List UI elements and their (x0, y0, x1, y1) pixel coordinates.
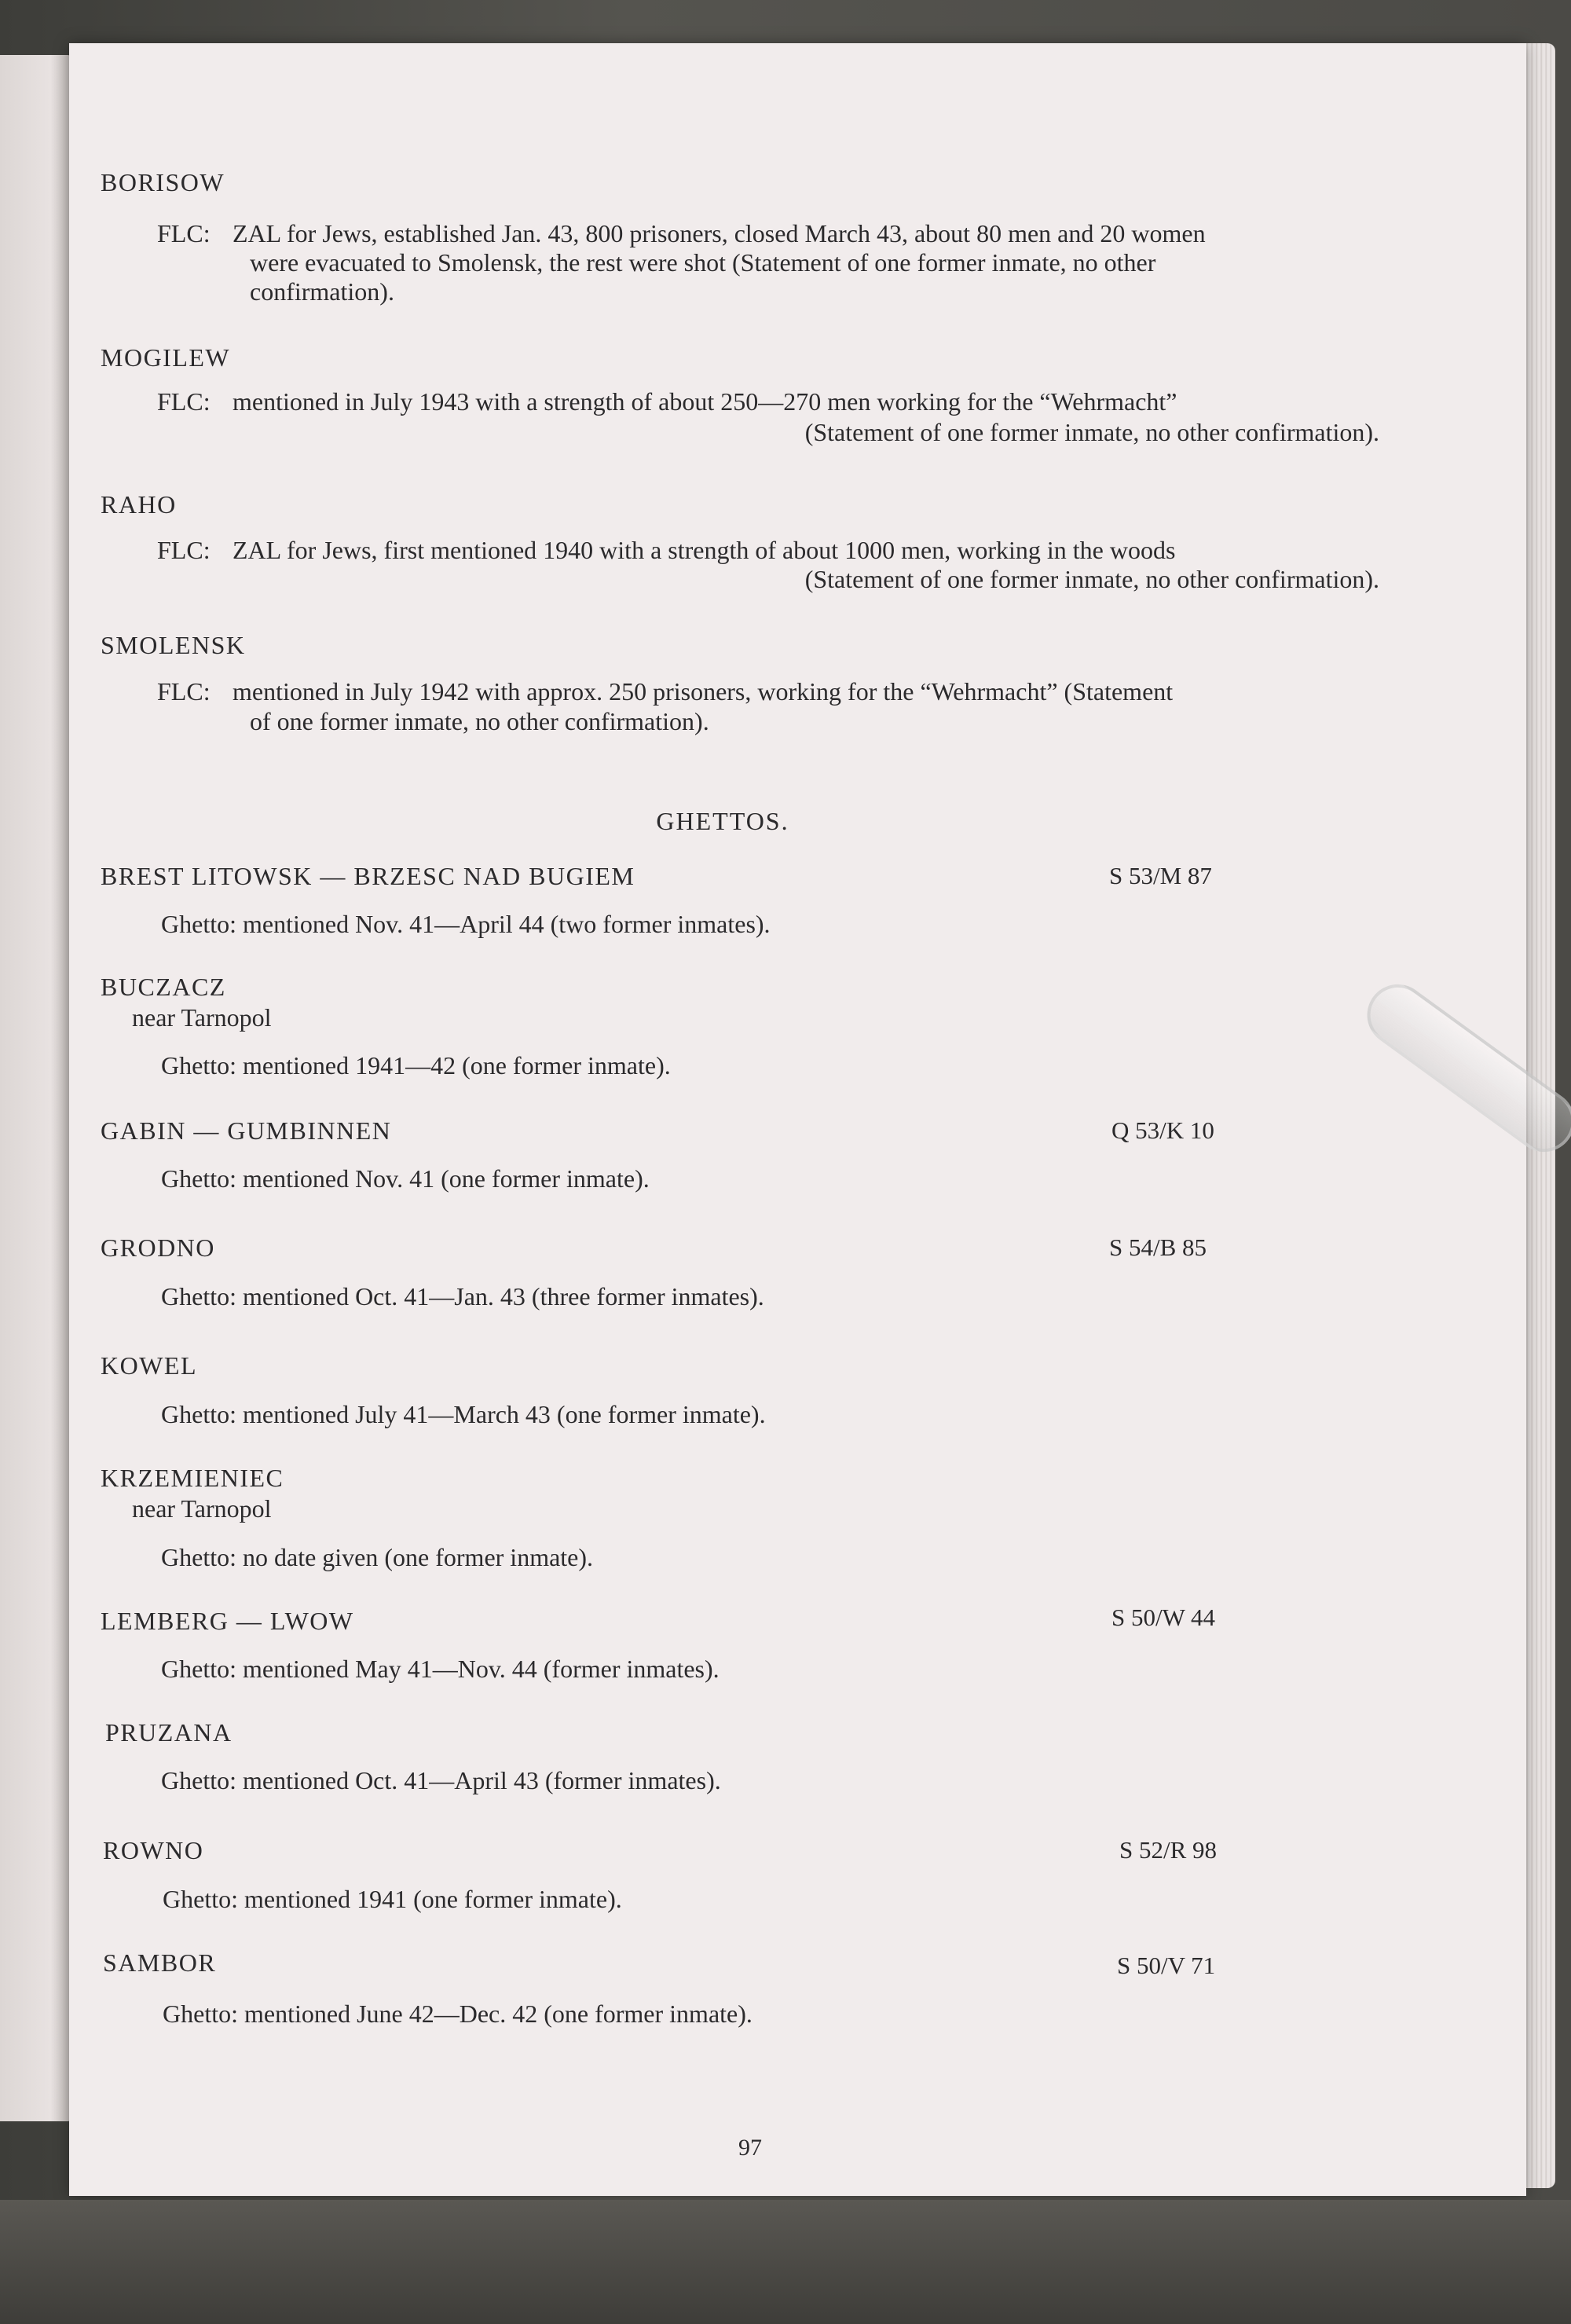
ghetto-heading: BUCZACZ (101, 973, 226, 1001)
ghetto-location: near Tarnopol (132, 1003, 272, 1032)
ghetto-heading: SAMBOR (103, 1948, 217, 1977)
camp-heading-borisow: BORISOW (101, 168, 225, 196)
ghetto-location: near Tarnopol (132, 1494, 272, 1523)
ghetto-detail: Ghetto: mentioned Oct. 41—Jan. 43 (three former inmates). (161, 1282, 764, 1310)
camp-heading-mogilew: MOGILEW (101, 343, 231, 372)
ghetto-detail: Ghetto: mentioned Nov. 41—April 44 (two former inmates). (161, 910, 771, 938)
camp-line: mentioned in July 1942 with approx. 250 prisoners, working for the “Wehrmacht” (Statement (233, 677, 1174, 706)
ghetto-detail: Ghetto: mentioned 1941—42 (one former inmate). (161, 1051, 671, 1080)
ghetto-heading: ROWNO (103, 1836, 204, 1864)
map-reference: S 53/M 87 (1109, 862, 1212, 889)
ghetto-heading: KRZEMIENIEC (101, 1464, 284, 1492)
map-reference: S 50/V 71 (1117, 1952, 1216, 1979)
ghetto-heading: BREST LITOWSK — BRZESC NAD BUGIEM (101, 862, 635, 890)
map-reference: S 52/R 98 (1119, 1836, 1218, 1864)
camp-label: FLC: (157, 536, 211, 564)
ghetto-detail: Ghetto: mentioned May 41—Nov. 44 (former inmates). (161, 1655, 720, 1683)
camp-line: ZAL for Jews, first mentioned 1940 with a strength of about 1000 men, working in the woods (233, 536, 1176, 564)
ghetto-detail: Ghetto: mentioned Oct. 41—April 43 (former inmates). (161, 1766, 721, 1794)
camp-heading-smolensk: SMOLENSK (101, 631, 246, 659)
ghetto-heading: LEMBERG — LWOW (101, 1607, 354, 1635)
ghetto-detail: Ghetto: no date given (one former inmate). (161, 1543, 594, 1571)
ghetto-heading: GABIN — GUMBINNEN (101, 1116, 392, 1145)
ghetto-detail: Ghetto: mentioned Nov. 41 (one former inmate). (161, 1164, 650, 1193)
ghetto-heading: GRODNO (101, 1233, 215, 1262)
map-reference: Q 53/K 10 (1111, 1116, 1214, 1144)
ghetto-detail: Ghetto: mentioned June 42—Dec. 42 (one former inmate). (163, 2000, 753, 2028)
camp-line: were evacuated to Smolensk, the rest were shot (Statement of one former inmate, no other (250, 248, 1156, 277)
camp-label: FLC: (157, 219, 211, 247)
ghetto-heading: KOWEL (101, 1351, 198, 1380)
camp-line: confirmation). (250, 277, 394, 306)
camp-heading-raho: RAHO (101, 490, 177, 519)
map-reference: S 54/B 85 (1109, 1233, 1207, 1261)
ghetto-detail: Ghetto: mentioned July 41—March 43 (one former inmate). (161, 1400, 766, 1428)
ghetto-heading: PRUZANA (105, 1718, 233, 1747)
camp-line: of one former inmate, no other confirmation). (250, 707, 709, 735)
section-title-ghettos: GHETTOS. (656, 807, 789, 835)
page-number: 97 (738, 2135, 762, 2161)
camp-line: (Statement of one former inmate, no other confirmation). (804, 565, 1379, 593)
camp-line: ZAL for Jews, established Jan. 43, 800 prisoners, closed March 43, about 80 men and 20 women (233, 219, 1206, 247)
camp-label: FLC: (157, 387, 211, 416)
camp-label: FLC: (157, 677, 211, 706)
camp-line: (Statement of one former inmate, no other confirmation). (804, 418, 1379, 446)
camp-line: mentioned in July 1943 with a strength of about 250—270 men working for the “Wehrmacht” (233, 387, 1177, 416)
map-reference: S 50/W 44 (1111, 1604, 1216, 1631)
ghetto-detail: Ghetto: mentioned 1941 (one former inmate). (163, 1885, 622, 1913)
